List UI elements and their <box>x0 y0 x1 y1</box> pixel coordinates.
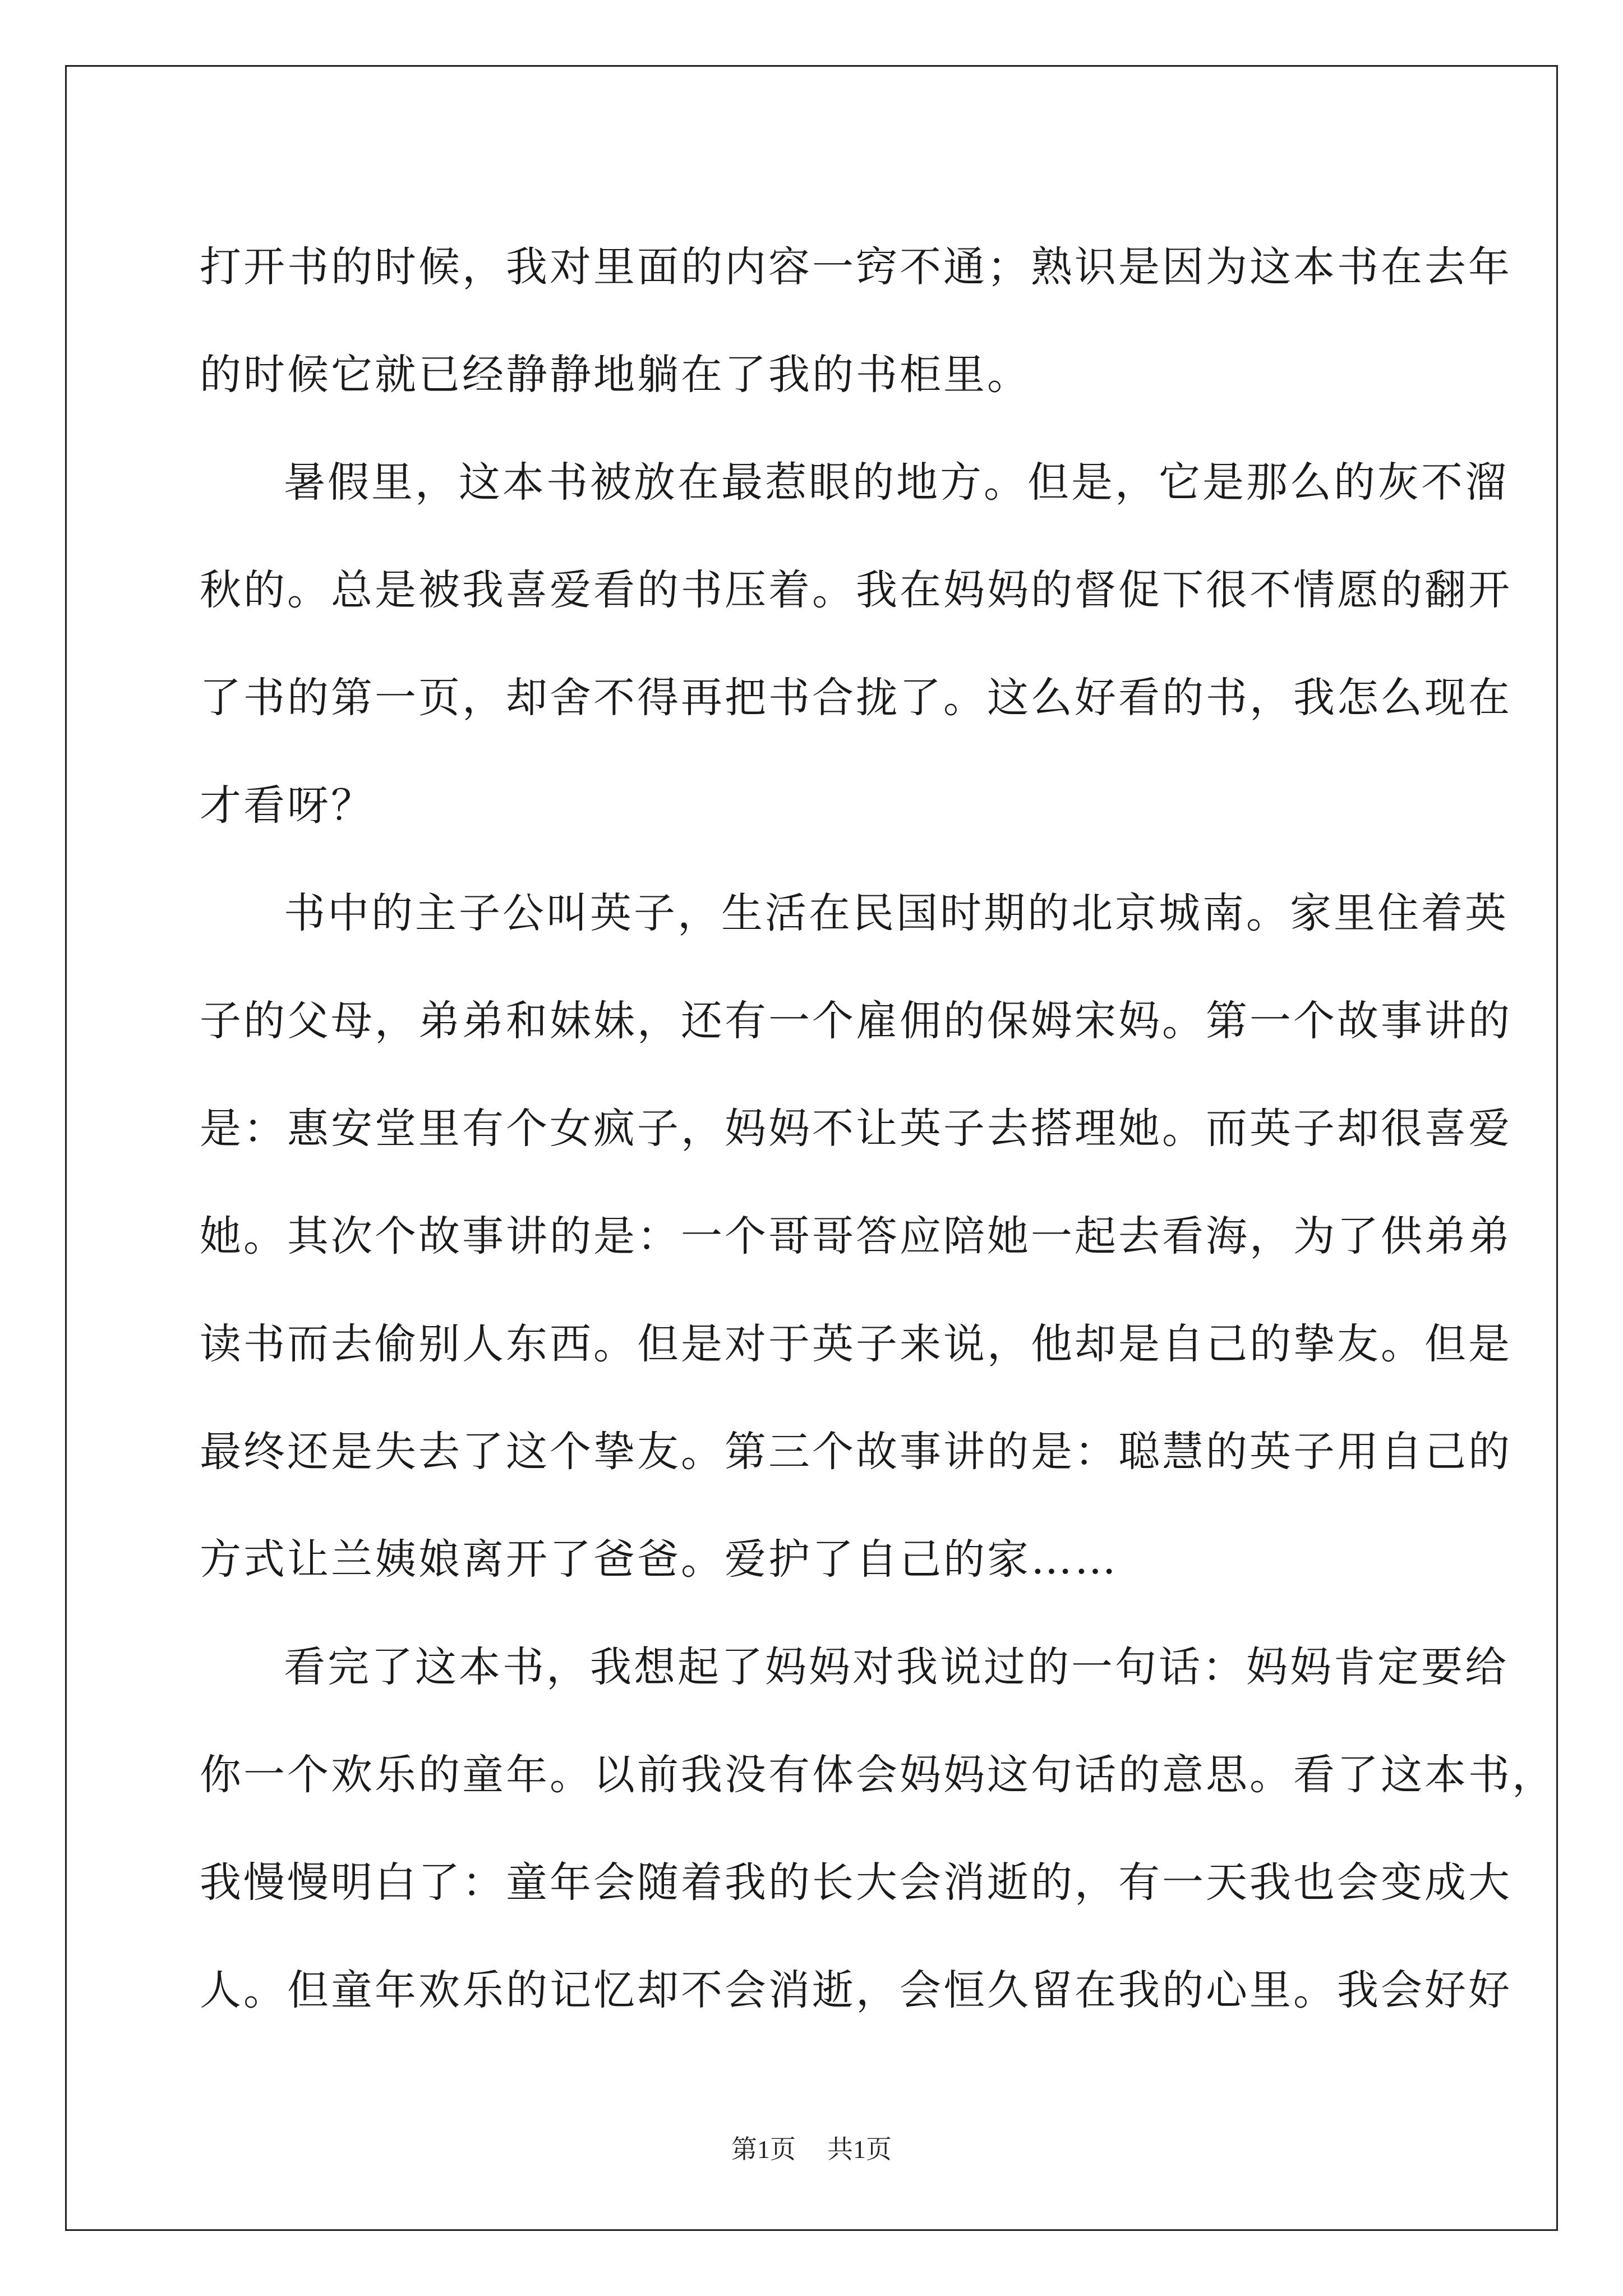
text-line: 最终还是失去了这个挚友。第三个故事讲的是：聪慧的英子用自己的 <box>200 1428 1512 1476</box>
text-line: 秋的。总是被我喜爱看的书压着。我在妈妈的督促下很不情愿的翻开 <box>200 566 1512 614</box>
text-line: 是：惠安堂里有个女疯子，妈妈不让英子去搭理她。而英子却很喜爱 <box>200 1105 1512 1153</box>
text-line: 的时候它就已经静静地躺在了我的书柜里。 <box>200 351 1031 399</box>
text-line: 读书而去偷别人东西。但是对于英子来说，他却是自己的挚友。但是 <box>200 1320 1512 1368</box>
page-number: 第1页 <box>731 2135 796 2164</box>
text-line: 她。其次个故事讲的是：一个哥哥答应陪她一起去看海，为了供弟弟 <box>200 1212 1512 1260</box>
document-body <box>200 213 1556 2044</box>
text-line: 暑假里，这本书被放在最惹眼的地方。但是，它是那么的灰不溜 <box>284 458 1509 507</box>
text-line: 看完了这本书，我想起了妈妈对我说过的一句话：妈妈肯定要给 <box>284 1643 1509 1691</box>
paragraph-4 <box>200 1613 1556 2044</box>
text-line: 了书的第一页，却舍不得再把书合拢了。这么好看的书，我怎么现在 <box>200 674 1512 722</box>
text-line: 打开书的时候，我对里面的内容一窍不通；熟识是因为这本书在去年 <box>200 243 1512 291</box>
text-line: 我慢慢明白了：童年会随着我的长大会消逝的，有一天我也会变成大 <box>200 1858 1512 1907</box>
text-line: 书中的主子公叫英子，生活在民国时期的北京城南。家里住着英 <box>284 889 1509 937</box>
text-line: 人。但童年欢乐的记忆却不会消逝，会恒久留在我的心里。我会好好 <box>200 1966 1512 2014</box>
text-line: 才看呀？ <box>200 781 375 830</box>
text-line: 子的父母，弟弟和妹妹，还有一个雇佣的保姆宋妈。第一个故事讲的 <box>200 997 1512 1045</box>
paragraph-1 <box>200 213 1512 429</box>
page-total: 共1页 <box>827 2135 892 2164</box>
paragraph-2 <box>200 429 1512 859</box>
text-line: 方式让兰姨娘离开了爸爸。爱护了自己的家…… <box>200 1535 1118 1584</box>
text-line: 你一个欢乐的童年。以前我没有体会妈妈这句话的意思。看了这本书， <box>200 1751 1556 1799</box>
paragraph-3 <box>200 859 1512 1613</box>
page-footer <box>0 2133 1623 2166</box>
